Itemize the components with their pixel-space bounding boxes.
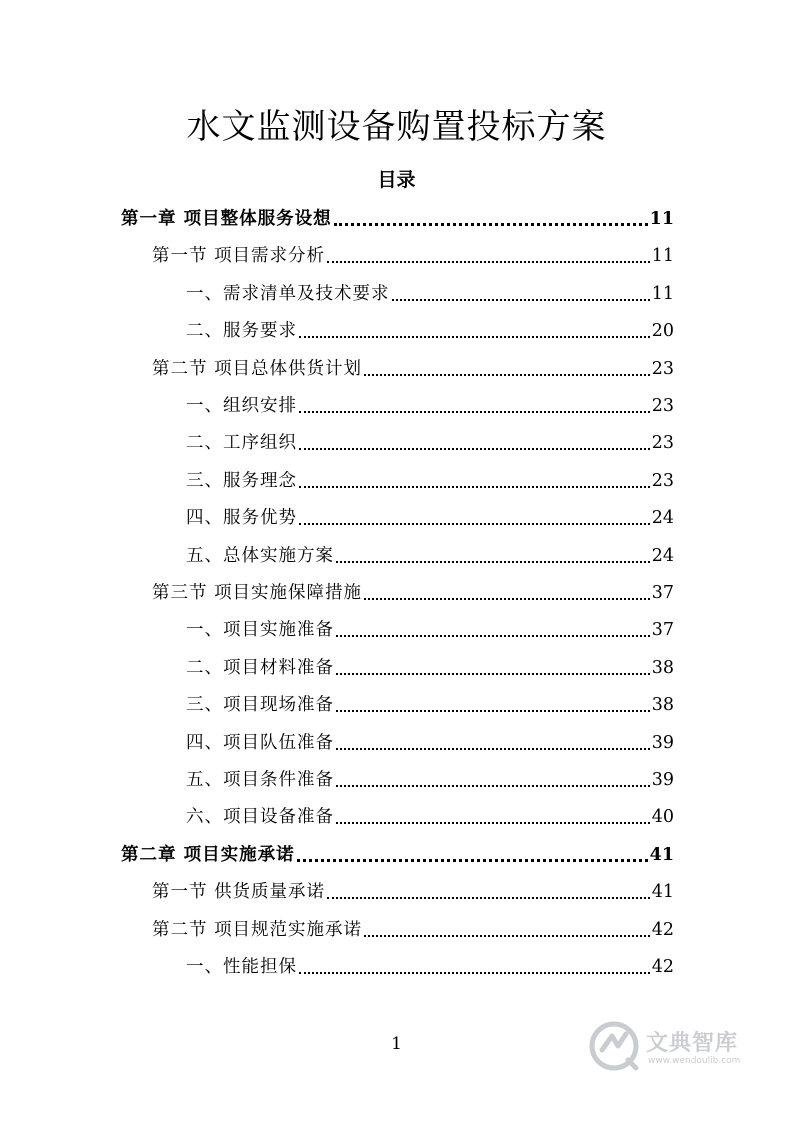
toc-entry-page: 40 [651,807,674,828]
toc-entry-title: 第二节 项目规范实施承诺 [152,919,363,940]
toc-entry-page: 37 [651,620,674,641]
toc-entry-page: 39 [651,770,674,790]
toc-dot-leader [299,448,650,450]
toc-dot-leader [336,822,650,824]
toc-entry[interactable] [186,690,674,720]
toc-dot-leader [334,223,648,226]
toc-entry[interactable] [186,466,674,496]
toc-entry-title: 六、项目设备准备 [186,807,334,828]
toc-entry-title: 二、工序组织 [186,433,297,454]
toc-dot-leader [364,935,650,937]
toc-entry-page: 37 [651,583,674,603]
toc-entry-title: 一、需求清单及技术要求 [186,283,390,304]
watermark-url: www.wendoulib.com [648,1056,741,1066]
page-number: 1 [391,1034,402,1054]
toc-entry-title: 一、项目实施准备 [186,620,334,641]
toc-entry-title: 四、服务优势 [186,508,297,529]
toc-entry[interactable] [121,204,674,234]
toc-entry-page: 23 [651,358,674,379]
toc-entry-page: 23 [651,433,674,454]
toc-dot-leader [299,336,650,338]
toc-entry-page: 11 [649,209,674,229]
toc-entry[interactable] [186,765,674,795]
toc-entry-title: 四、项目队伍准备 [186,732,334,753]
toc-entry-title: 一、组织安排 [186,396,297,416]
toc-entry-title: 第一节 供货质量承诺 [152,882,326,903]
toc-entry-page: 41 [649,844,674,865]
toc-entry-title: 第二章 项目实施承诺 [121,844,295,865]
document-title: 水文监测设备购置投标方案 [186,107,607,147]
toc-entry[interactable] [152,915,674,945]
toc-entry-page: 24 [651,508,674,529]
toc-entry-page: 20 [651,321,674,342]
toc-entry[interactable] [186,279,674,309]
toc-dot-leader [299,486,650,488]
toc-entry-page: 11 [651,283,674,304]
toc-dot-leader [392,299,650,301]
toc-heading: 目录 [377,169,416,191]
toc-dot-leader [336,748,650,750]
toc-entry-page: 23 [651,396,674,416]
toc-entry[interactable] [186,802,674,832]
toc-entry[interactable] [186,728,674,758]
toc-entry-page: 11 [651,246,674,267]
toc-entry[interactable] [186,391,674,421]
toc-entry[interactable] [152,877,674,907]
toc-dot-leader [299,972,650,974]
toc-entry[interactable] [186,316,674,346]
toc-dot-leader [364,374,650,376]
toc-entry-title: 第一章 项目整体服务设想 [121,209,332,229]
toc-entry-page: 23 [651,470,674,491]
toc-dot-leader [297,859,648,862]
toc-entry-title: 五、总体实施方案 [186,545,334,566]
toc-entry-title: 二、项目材料准备 [186,657,334,678]
toc-dot-leader [336,785,650,787]
toc-dot-leader [336,561,650,563]
toc-dot-leader [336,710,650,712]
watermark-text: 文典智库 [646,1031,739,1056]
toc-entry-page: 24 [651,545,674,566]
toc-dot-leader [327,897,650,899]
toc-entry[interactable] [186,952,674,982]
toc-dot-leader [299,523,650,525]
toc-entry-title: 第三节 项目实施保障措施 [152,583,363,603]
toc-entry-title: 三、项目现场准备 [186,695,334,716]
toc-dot-leader [336,673,650,675]
wendian-logo-icon [588,1020,640,1072]
toc-entry-title: 三、服务理念 [186,470,297,491]
toc-entry[interactable] [152,578,674,608]
toc-dot-leader [336,635,650,637]
toc-entry-page: 42 [651,919,674,940]
toc-entry[interactable] [186,503,674,533]
toc-entry-title: 一、性能担保 [186,957,297,977]
toc-entry-title: 第一节 项目需求分析 [152,246,326,267]
toc-entry-title: 二、服务要求 [186,321,297,342]
toc-entry-page: 42 [651,957,674,977]
toc-entry-page: 38 [651,657,674,678]
toc-entry-title: 五、项目条件准备 [186,770,334,790]
watermark [588,1018,758,1078]
toc-dot-leader [364,598,650,600]
toc-entry[interactable] [186,653,674,683]
toc-dot-leader [299,411,650,413]
toc-entry[interactable] [186,615,674,645]
toc-entry-title: 第二节 项目总体供货计划 [152,358,363,379]
toc-entry[interactable] [186,541,674,571]
toc-entry[interactable] [152,241,674,271]
toc-entry-page: 41 [651,882,674,903]
toc-entry[interactable] [152,354,674,384]
toc-entry-page: 39 [651,732,674,753]
toc-dot-leader [327,261,650,263]
toc-entry-page: 38 [651,695,674,716]
toc-entry[interactable] [121,840,674,870]
toc-entry[interactable] [186,428,674,458]
